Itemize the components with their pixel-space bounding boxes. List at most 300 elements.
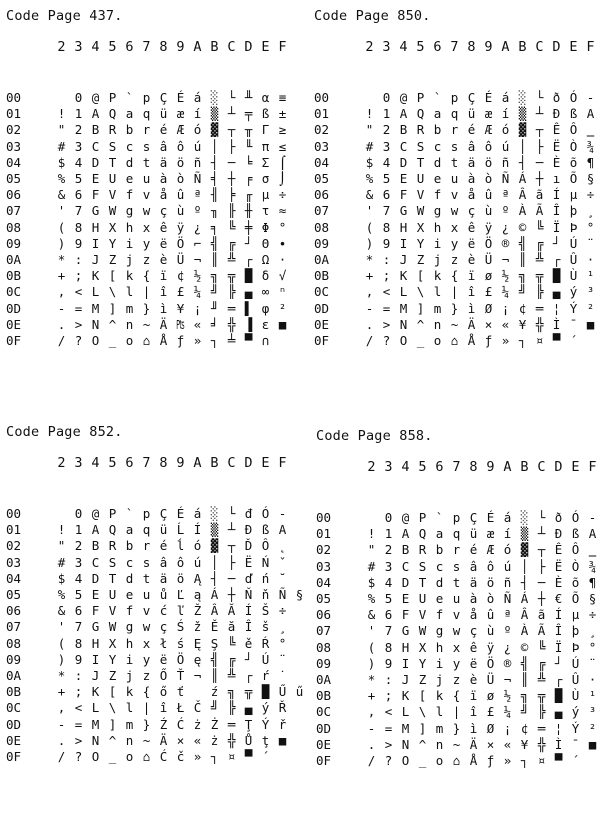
char-cell: a bbox=[435, 526, 444, 542]
char-cell: F bbox=[399, 187, 408, 203]
char-cell: Ñ bbox=[193, 171, 202, 186]
column-header: D bbox=[554, 459, 563, 475]
char-cell: m bbox=[435, 720, 444, 736]
column-header: E bbox=[571, 459, 580, 475]
char-cell: L bbox=[401, 704, 410, 720]
char-cell: ó bbox=[193, 538, 202, 554]
char-cell: - bbox=[367, 720, 376, 736]
char-cell: E bbox=[91, 587, 100, 602]
char-cell: ñ bbox=[193, 154, 202, 170]
char-cell: ď bbox=[244, 570, 253, 586]
char-cell: F bbox=[91, 603, 100, 619]
row-label: 05 bbox=[316, 591, 332, 606]
char-cell: . bbox=[367, 736, 376, 752]
char-cell: w bbox=[452, 623, 461, 639]
char-cell: æ bbox=[486, 526, 495, 542]
char-cell: ô bbox=[484, 138, 493, 154]
char-cell: à bbox=[159, 171, 168, 186]
char-cell: ? bbox=[384, 753, 393, 768]
char-cell: ® bbox=[503, 655, 512, 671]
char-cell: \ bbox=[108, 284, 117, 300]
char-cell: E bbox=[401, 591, 410, 606]
char-cell: 3 bbox=[74, 554, 83, 570]
char-cell: g bbox=[125, 619, 134, 635]
char-cell: _ bbox=[108, 333, 117, 348]
row-label: 0B bbox=[6, 684, 22, 700]
char-cell: J bbox=[91, 252, 100, 267]
char-cell: ╢ bbox=[210, 187, 219, 203]
column-header: 8 bbox=[469, 459, 478, 475]
char-cell: ┼ bbox=[537, 591, 546, 606]
char-cell: Î bbox=[554, 623, 563, 639]
char-cell: þ bbox=[571, 623, 580, 639]
char-cell: ┬ bbox=[537, 542, 546, 558]
char-cell: A bbox=[401, 526, 410, 542]
char-cell: [ bbox=[418, 688, 427, 704]
char-cell: @ bbox=[399, 90, 408, 105]
char-cell: ╦ bbox=[537, 688, 546, 704]
char-cell: ` bbox=[433, 90, 442, 105]
char-cell: ä bbox=[159, 570, 168, 586]
row-label: 0C bbox=[6, 700, 22, 716]
char-cell: ¦ bbox=[554, 720, 563, 736]
char-cell: 0 bbox=[384, 510, 393, 525]
char-cell: ┤ bbox=[210, 570, 219, 586]
char-cell: * bbox=[57, 252, 66, 267]
char-cell: S bbox=[108, 138, 117, 154]
char-cell: } bbox=[452, 720, 461, 736]
char-cell: ½ bbox=[501, 268, 510, 284]
char-cell: { bbox=[142, 268, 151, 284]
char-cell: ╪ bbox=[244, 219, 253, 235]
char-cell: d bbox=[125, 154, 134, 170]
char-cell: p bbox=[142, 506, 151, 521]
char-cell: ý bbox=[571, 704, 580, 720]
char-cell: █ bbox=[244, 268, 253, 284]
char-cell: E bbox=[91, 171, 100, 186]
row-label: 01 bbox=[6, 522, 22, 538]
column-header: 2 bbox=[57, 39, 66, 55]
char-cell: É bbox=[176, 90, 185, 105]
char-cell: # bbox=[365, 138, 374, 154]
char-cell: Á bbox=[520, 591, 529, 606]
char-cell: P bbox=[418, 510, 427, 525]
char-cell: Û bbox=[571, 672, 580, 687]
column-header: D bbox=[244, 39, 253, 55]
char-cell: Ę bbox=[193, 635, 202, 651]
char-cell: í bbox=[193, 106, 202, 122]
char-cell: ( bbox=[57, 635, 66, 651]
char-cell: p bbox=[452, 510, 461, 525]
char-cell: ┴ bbox=[535, 106, 544, 122]
char-cell: ö bbox=[176, 154, 185, 170]
char-cell: ‗ bbox=[588, 542, 597, 558]
char-cell: ╡ bbox=[210, 171, 219, 186]
row-label: 04 bbox=[316, 574, 332, 590]
char-cell: Z bbox=[418, 672, 427, 687]
char-cell: Y bbox=[108, 651, 117, 667]
char-cell: = bbox=[74, 716, 83, 732]
char-cell: , bbox=[367, 704, 376, 720]
char-cell: g bbox=[435, 623, 444, 639]
char-cell: 8 bbox=[382, 219, 391, 235]
char-cell: Ż bbox=[210, 716, 219, 732]
char-cell: < bbox=[74, 700, 83, 716]
char-cell: S bbox=[108, 554, 117, 570]
char-cell: ┘ bbox=[244, 235, 253, 251]
column-header: A bbox=[501, 39, 510, 55]
char-cell: û bbox=[486, 607, 495, 623]
char-cell: : bbox=[384, 672, 393, 687]
char-cell: ĺ bbox=[176, 538, 185, 554]
char-cell: ³ bbox=[586, 284, 595, 300]
char-cell: F bbox=[91, 187, 100, 203]
char-cell: ╔ bbox=[535, 235, 544, 251]
char-cell: ö bbox=[486, 574, 495, 590]
char-cell: % bbox=[57, 171, 66, 186]
column-header: A bbox=[193, 39, 202, 55]
char-cell: Î bbox=[552, 203, 561, 219]
char-cell: ╝ bbox=[520, 704, 529, 720]
row-label: 0B bbox=[316, 688, 332, 704]
char-cell: - bbox=[588, 510, 597, 525]
row-label: 08 bbox=[6, 635, 22, 651]
char-cell: C bbox=[91, 554, 100, 570]
char-cell bbox=[53, 90, 70, 106]
char-cell: ─ bbox=[537, 574, 546, 590]
char-cell: Å bbox=[467, 333, 476, 348]
char-cell: 3 bbox=[74, 138, 83, 154]
char-cell: £ bbox=[486, 704, 495, 720]
char-cell: Ø bbox=[486, 720, 495, 736]
char-cell: ┐ bbox=[518, 333, 527, 348]
char-cell: V bbox=[416, 187, 425, 203]
char-cell: Ő bbox=[159, 668, 168, 683]
char-cell: ┐ bbox=[210, 749, 219, 764]
char-cell: 9 bbox=[74, 651, 83, 667]
char-cell: â bbox=[159, 554, 168, 570]
char-cell: t bbox=[142, 570, 151, 586]
char-cell: 7 bbox=[74, 203, 83, 219]
char-cell: ¼ bbox=[503, 704, 512, 720]
char-cell: 4 bbox=[74, 154, 83, 170]
char-cell: ▓ bbox=[210, 122, 219, 138]
char-cell: : bbox=[74, 252, 83, 267]
char-cell: = bbox=[384, 720, 393, 736]
char-cell: ¼ bbox=[501, 284, 510, 300]
char-cell: ć bbox=[159, 603, 168, 619]
char-cell: Æ bbox=[484, 122, 493, 138]
char-cell: * bbox=[57, 668, 66, 683]
char-cell: │ bbox=[520, 558, 529, 574]
char-cell: ¢ bbox=[518, 300, 527, 316]
column-header: 9 bbox=[484, 39, 493, 55]
char-cell: e bbox=[125, 171, 134, 186]
code-page-title: Code Page 437. bbox=[6, 8, 123, 24]
char-cell: D bbox=[91, 154, 100, 170]
char-cell: Î bbox=[244, 619, 253, 635]
char-cell: 6 bbox=[382, 187, 391, 203]
char-cell: # bbox=[367, 558, 376, 574]
char-cell: ¬ bbox=[193, 668, 202, 683]
char-cell: ú bbox=[193, 554, 202, 570]
row-label: 0E bbox=[316, 736, 332, 752]
char-cell: ≈ bbox=[278, 203, 287, 219]
char-cell: û bbox=[484, 187, 493, 203]
char-cell: Õ bbox=[571, 591, 580, 606]
char-cell: ° bbox=[278, 219, 287, 235]
char-cell: ´ bbox=[571, 753, 580, 768]
char-cell: ^ bbox=[416, 316, 425, 332]
char-cell: À bbox=[520, 623, 529, 639]
char-cell: ; bbox=[384, 688, 393, 704]
char-cell: k bbox=[433, 268, 442, 284]
column-header: 3 bbox=[384, 459, 393, 475]
char-cell: ■ bbox=[588, 736, 597, 752]
char-cell: º bbox=[501, 203, 510, 219]
char-cell: Ä bbox=[159, 316, 168, 332]
char-cell: µ bbox=[569, 187, 578, 203]
char-cell: S bbox=[418, 558, 427, 574]
char-cell: ź bbox=[210, 684, 219, 700]
char-cell: ╜ bbox=[210, 300, 219, 316]
char-cell: 7 bbox=[384, 623, 393, 639]
char-cell: ═ bbox=[535, 300, 544, 316]
column-header: C bbox=[537, 459, 546, 475]
char-cell: ⌂ bbox=[142, 333, 151, 348]
char-cell: ┴ bbox=[227, 106, 236, 122]
column-header: 4 bbox=[399, 39, 408, 55]
char-cell: ‗ bbox=[586, 122, 595, 138]
char-cell: └ bbox=[227, 90, 236, 105]
char-cell: c bbox=[125, 138, 134, 154]
char-cell: f bbox=[125, 187, 134, 203]
char-cell: ┬ bbox=[227, 538, 236, 554]
row-label: 0F bbox=[6, 333, 22, 348]
column-header: D bbox=[244, 455, 253, 471]
char-cell: / bbox=[367, 753, 376, 768]
row-label: 05 bbox=[314, 171, 330, 186]
char-cell: s bbox=[450, 138, 459, 154]
char-cell: \ bbox=[416, 284, 425, 300]
char-cell: ° bbox=[278, 635, 287, 651]
char-cell: € bbox=[554, 591, 563, 606]
char-cell: R bbox=[108, 122, 117, 138]
char-cell: z bbox=[142, 668, 151, 683]
char-cell: e bbox=[435, 591, 444, 606]
char-cell: Í bbox=[552, 187, 561, 203]
char-cell: ô bbox=[176, 554, 185, 570]
char-cell: 0 bbox=[74, 90, 83, 105]
char-cell: T bbox=[108, 154, 117, 170]
char-cell: ! bbox=[367, 526, 376, 542]
char-cell: « bbox=[503, 736, 512, 752]
code-page-title: Code Page 852. bbox=[6, 424, 123, 440]
column-header: 9 bbox=[486, 459, 495, 475]
char-cell: ▐ bbox=[244, 316, 253, 332]
char-cell: ╬ bbox=[535, 316, 544, 332]
char-cell bbox=[274, 333, 291, 349]
char-cell: X bbox=[418, 639, 427, 655]
char-cell: g bbox=[433, 203, 442, 219]
char-cell: ÿ bbox=[486, 639, 495, 655]
char-cell: ╟ bbox=[227, 203, 236, 219]
char-cell: á bbox=[503, 510, 512, 525]
char-cell: Æ bbox=[176, 122, 185, 138]
char-cell: w bbox=[142, 619, 151, 635]
char-cell: ó bbox=[501, 122, 510, 138]
char-cell: ^ bbox=[108, 732, 117, 748]
char-cell: ─ bbox=[535, 154, 544, 170]
column-header: 6 bbox=[125, 455, 134, 471]
char-cell: r bbox=[142, 538, 151, 554]
char-cell: Ê bbox=[554, 542, 563, 558]
char-cell: _ bbox=[418, 753, 427, 768]
char-cell: ┤ bbox=[520, 574, 529, 590]
column-header: 5 bbox=[416, 39, 425, 55]
char-cell: : bbox=[382, 252, 391, 267]
column-header: 4 bbox=[91, 39, 100, 55]
char-cell: Ć bbox=[176, 716, 185, 732]
char-cell: ⌂ bbox=[452, 753, 461, 768]
char-cell: ? bbox=[74, 333, 83, 348]
char-cell: } bbox=[142, 300, 151, 316]
char-cell: ¢ bbox=[176, 268, 185, 284]
char-cell: T bbox=[416, 154, 425, 170]
char-cell: Ý bbox=[261, 716, 270, 732]
char-cell: ! bbox=[57, 522, 66, 538]
char-cell: ' bbox=[57, 619, 66, 635]
char-cell: Q bbox=[418, 526, 427, 542]
char-cell: d bbox=[433, 154, 442, 170]
char-cell: ▓ bbox=[518, 122, 527, 138]
char-cell: Æ bbox=[486, 542, 495, 558]
column-header: 6 bbox=[125, 39, 134, 55]
char-cell: Ý bbox=[569, 300, 578, 316]
row-label: 0D bbox=[316, 720, 332, 736]
char-cell: ╔ bbox=[227, 651, 236, 667]
column-header: 3 bbox=[74, 39, 83, 55]
column-header: A bbox=[193, 455, 202, 471]
row-label: 09 bbox=[6, 235, 22, 251]
char-cell: ² bbox=[588, 720, 597, 736]
row-label: 00 bbox=[316, 510, 332, 525]
char-cell: ╣ bbox=[520, 655, 529, 671]
column-header: 5 bbox=[108, 39, 117, 55]
char-cell: ÷ bbox=[278, 187, 287, 203]
char-cell: Ð bbox=[554, 526, 563, 542]
char-cell: ├ bbox=[227, 138, 236, 154]
char-cell: â bbox=[467, 138, 476, 154]
char-cell: æ bbox=[484, 106, 493, 122]
char-cell: § bbox=[588, 591, 597, 606]
char-cell: Á bbox=[518, 171, 527, 186]
char-cell: ı bbox=[552, 171, 561, 186]
char-cell: ² bbox=[278, 300, 287, 316]
char-cell: ü bbox=[467, 106, 476, 122]
char-cell: ˙ bbox=[278, 668, 287, 683]
char-cell: ╗ bbox=[518, 268, 527, 284]
char-cell: / bbox=[57, 749, 66, 764]
char-cell: & bbox=[365, 187, 374, 203]
char-cell: ú bbox=[193, 138, 202, 154]
char-cell: é bbox=[159, 122, 168, 138]
char-cell: f bbox=[435, 607, 444, 623]
char-cell: ▒ bbox=[520, 526, 529, 542]
char-cell: ß bbox=[569, 106, 578, 122]
char-cell: ú bbox=[503, 558, 512, 574]
char-cell: % bbox=[57, 587, 66, 602]
char-cell: Ä bbox=[159, 732, 168, 748]
char-cell: # bbox=[57, 138, 66, 154]
char-cell: 0 bbox=[74, 506, 83, 521]
char-cell: é bbox=[469, 542, 478, 558]
char-cell: ░ bbox=[518, 90, 527, 105]
column-header: 7 bbox=[142, 455, 151, 471]
char-cell: - bbox=[57, 716, 66, 732]
char-cell: è bbox=[467, 252, 476, 267]
row-label: 04 bbox=[6, 570, 22, 586]
char-cell: t bbox=[452, 574, 461, 590]
char-cell: 1 bbox=[74, 522, 83, 538]
char-cell: v bbox=[142, 187, 151, 203]
char-cell: T bbox=[108, 570, 117, 586]
char-cell: Ń bbox=[261, 554, 270, 570]
column-header: 3 bbox=[74, 455, 83, 471]
char-cell: Ô bbox=[571, 542, 580, 558]
char-cell: ▓ bbox=[210, 538, 219, 554]
char-cell: l bbox=[125, 700, 134, 716]
char-cell: Ú bbox=[569, 235, 578, 251]
char-cell: ╝ bbox=[518, 284, 527, 300]
char-cell: 5 bbox=[382, 171, 391, 186]
char-cell: v bbox=[142, 603, 151, 619]
row-label: 07 bbox=[6, 203, 22, 219]
char-cell: ~ bbox=[142, 732, 151, 748]
char-cell: ę bbox=[193, 651, 202, 667]
char-cell: └ bbox=[227, 506, 236, 521]
char-cell: ¬ bbox=[193, 252, 202, 267]
char-cell: ¤ bbox=[535, 333, 544, 348]
char-cell: ╙ bbox=[244, 138, 253, 154]
char-cell: ╣ bbox=[210, 651, 219, 667]
column-header: A bbox=[503, 459, 512, 475]
char-cell: z bbox=[450, 252, 459, 267]
char-cell: ` bbox=[435, 510, 444, 525]
char-cell: 5 bbox=[384, 591, 393, 606]
char-cell: ˛ bbox=[278, 538, 287, 554]
column-header: F bbox=[278, 455, 287, 471]
char-cell: > bbox=[382, 316, 391, 332]
char-cell: Ñ bbox=[278, 587, 287, 602]
char-cell: | bbox=[450, 284, 459, 300]
row-label: 0C bbox=[316, 704, 332, 720]
char-cell: m bbox=[433, 300, 442, 316]
char-cell: Ć bbox=[159, 749, 168, 764]
char-cell: · bbox=[588, 672, 597, 687]
char-cell: Ł bbox=[176, 700, 185, 716]
char-cell: ^ bbox=[108, 316, 117, 332]
char-cell: L bbox=[399, 284, 408, 300]
char-cell: ä bbox=[469, 574, 478, 590]
char-cell: 4 bbox=[382, 154, 391, 170]
char-cell: õ bbox=[569, 154, 578, 170]
char-cell: ⌂ bbox=[142, 749, 151, 764]
char-cell: ¥ bbox=[176, 300, 185, 316]
char-cell: M bbox=[401, 720, 410, 736]
char-cell: Y bbox=[416, 235, 425, 251]
column-header: 8 bbox=[159, 455, 168, 471]
